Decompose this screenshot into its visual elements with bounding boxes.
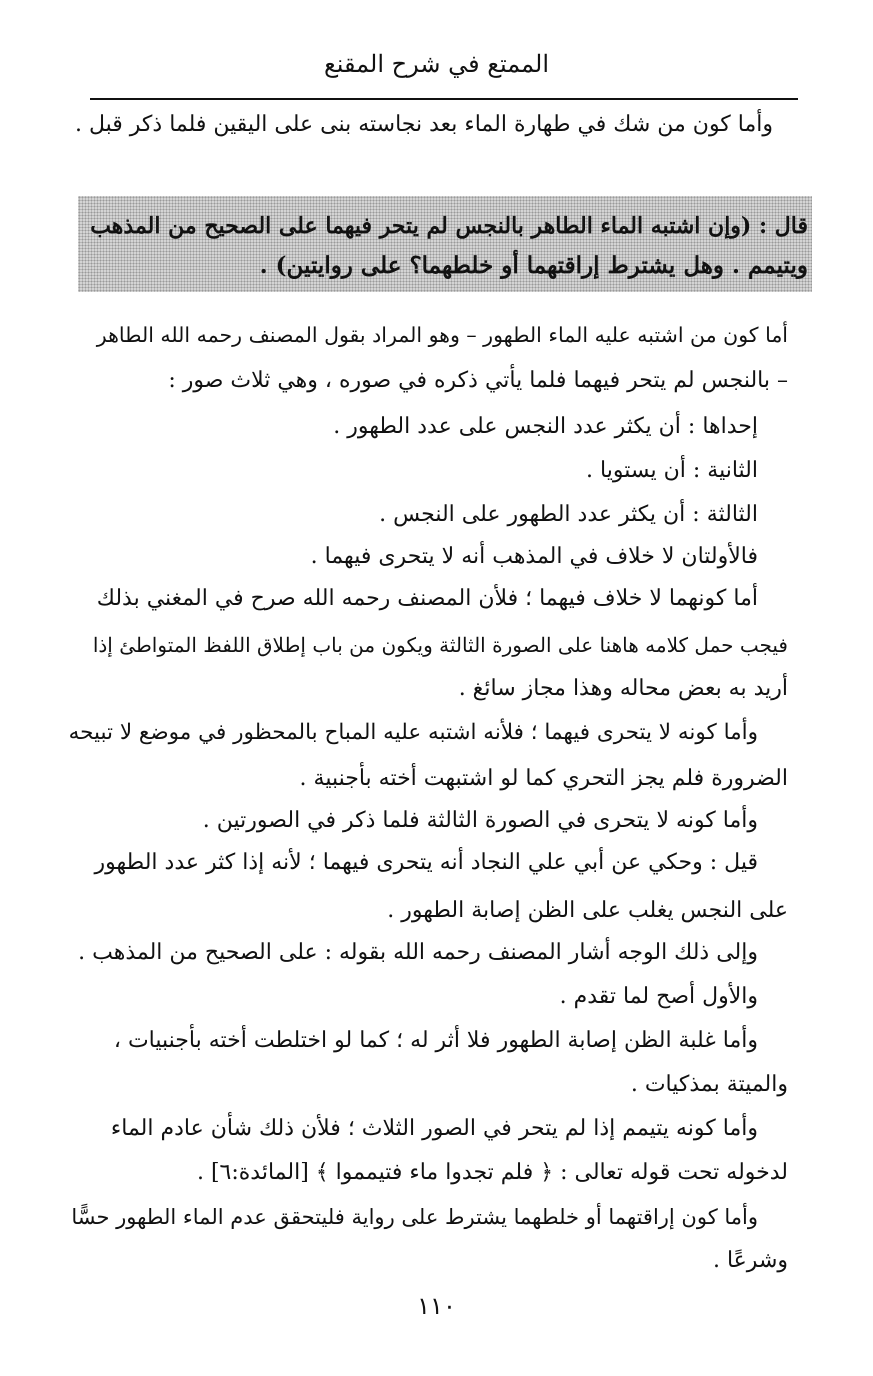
body-line: أما كون من اشتبه عليه الماء الطهور – وهو المراد بقول المصنف رحمه الله الطاهر <box>96 323 788 347</box>
running-title: الممتع في شرح المقنع <box>324 50 549 78</box>
body-line: لدخوله تحت قوله تعالى : ﴿ فلم تجدوا ماء فتيمموا ﴾ [المائدة:٦] . <box>196 1160 788 1185</box>
body-line: الثانية : أن يستويا . <box>586 458 758 483</box>
body-line: وإلى ذلك الوجه أشار المصنف رحمه الله بقوله : على الصحيح من المذهب . <box>78 940 758 965</box>
page-number: ١١٠ <box>417 1292 456 1320</box>
body-line: فيجب حمل كلامه هاهنا على الصورة الثالثة ويكون من باب إطلاق اللفظ المتواطئ إذا <box>92 633 788 657</box>
header-rule <box>90 98 798 100</box>
body-line: إحداها : أن يكثر عدد النجس على عدد الطهور . <box>333 414 758 439</box>
body-line: الثالثة : أن يكثر عدد الطهور على النجس . <box>379 502 758 527</box>
body-line: الضرورة فلم يجز التحري كما لو اشتبهت أخته بأجنبية . <box>299 766 788 791</box>
quote-line-2: ويتيمم . وهل يشترط إراقتهما أو خلطهما؟ على روايتين) . <box>259 252 808 279</box>
quoted-text-block <box>78 196 812 292</box>
body-line: وشرعًا . <box>712 1248 788 1273</box>
quote-line-1: قال : (وإن اشتبه الماء الطاهر بالنجس لم يتحر فيهما على الصحيح من المذهب <box>90 213 808 239</box>
body-line: وأما غلبة الظن إصابة الطهور فلا أثر له ؛ كما لو اختلطت أخته بأجنبيات ، <box>113 1028 758 1053</box>
body-line: وأما كونه لا يتحرى فيهما ؛ فلأنه اشتبه عليه المباح بالمحظور في موضع لا تبيحه <box>68 720 758 745</box>
body-line: وأما كونه يتيمم إذا لم يتحر في الصور الثلاث ؛ فلأن ذلك شأن عادم الماء <box>110 1116 758 1141</box>
body-line: فالأولتان لا خلاف في المذهب أنه لا يتحرى فيهما . <box>310 544 758 569</box>
body-line: على النجس يغلب على الظن إصابة الطهور . <box>387 898 788 923</box>
body-line: قيل : وحكي عن أبي علي النجاد أنه يتحرى فيهما ؛ لأنه إذا كثر عدد الطهور <box>94 850 758 875</box>
body-line: وأما كونه لا يتحرى في الصورة الثالثة فلما ذكر في الصورتين . <box>202 808 758 833</box>
body-line: – بالنجس لم يتحر فيهما فلما يأتي ذكره في صوره ، وهي ثلاث صور : <box>168 368 788 393</box>
body-line: أريد به بعض محاله وهذا مجاز سائغ . <box>458 676 788 701</box>
body-line: أما كونهما لا خلاف فيهما ؛ فلأن المصنف رحمه الله صرح في المغني بذلك <box>96 586 758 611</box>
body-line: والأول أصح لما تقدم . <box>559 984 758 1009</box>
intro-line: وأما كون من شك في طهارة الماء بعد نجاسته بنى على اليقين فلما ذكر قبل . <box>75 112 773 137</box>
body-line: والميتة بمذكيات . <box>630 1072 788 1097</box>
body-line: وأما كون إراقتهما أو خلطهما يشترط على رواية فليتحقق عدم الماء الطهور حسًّا <box>71 1205 758 1229</box>
